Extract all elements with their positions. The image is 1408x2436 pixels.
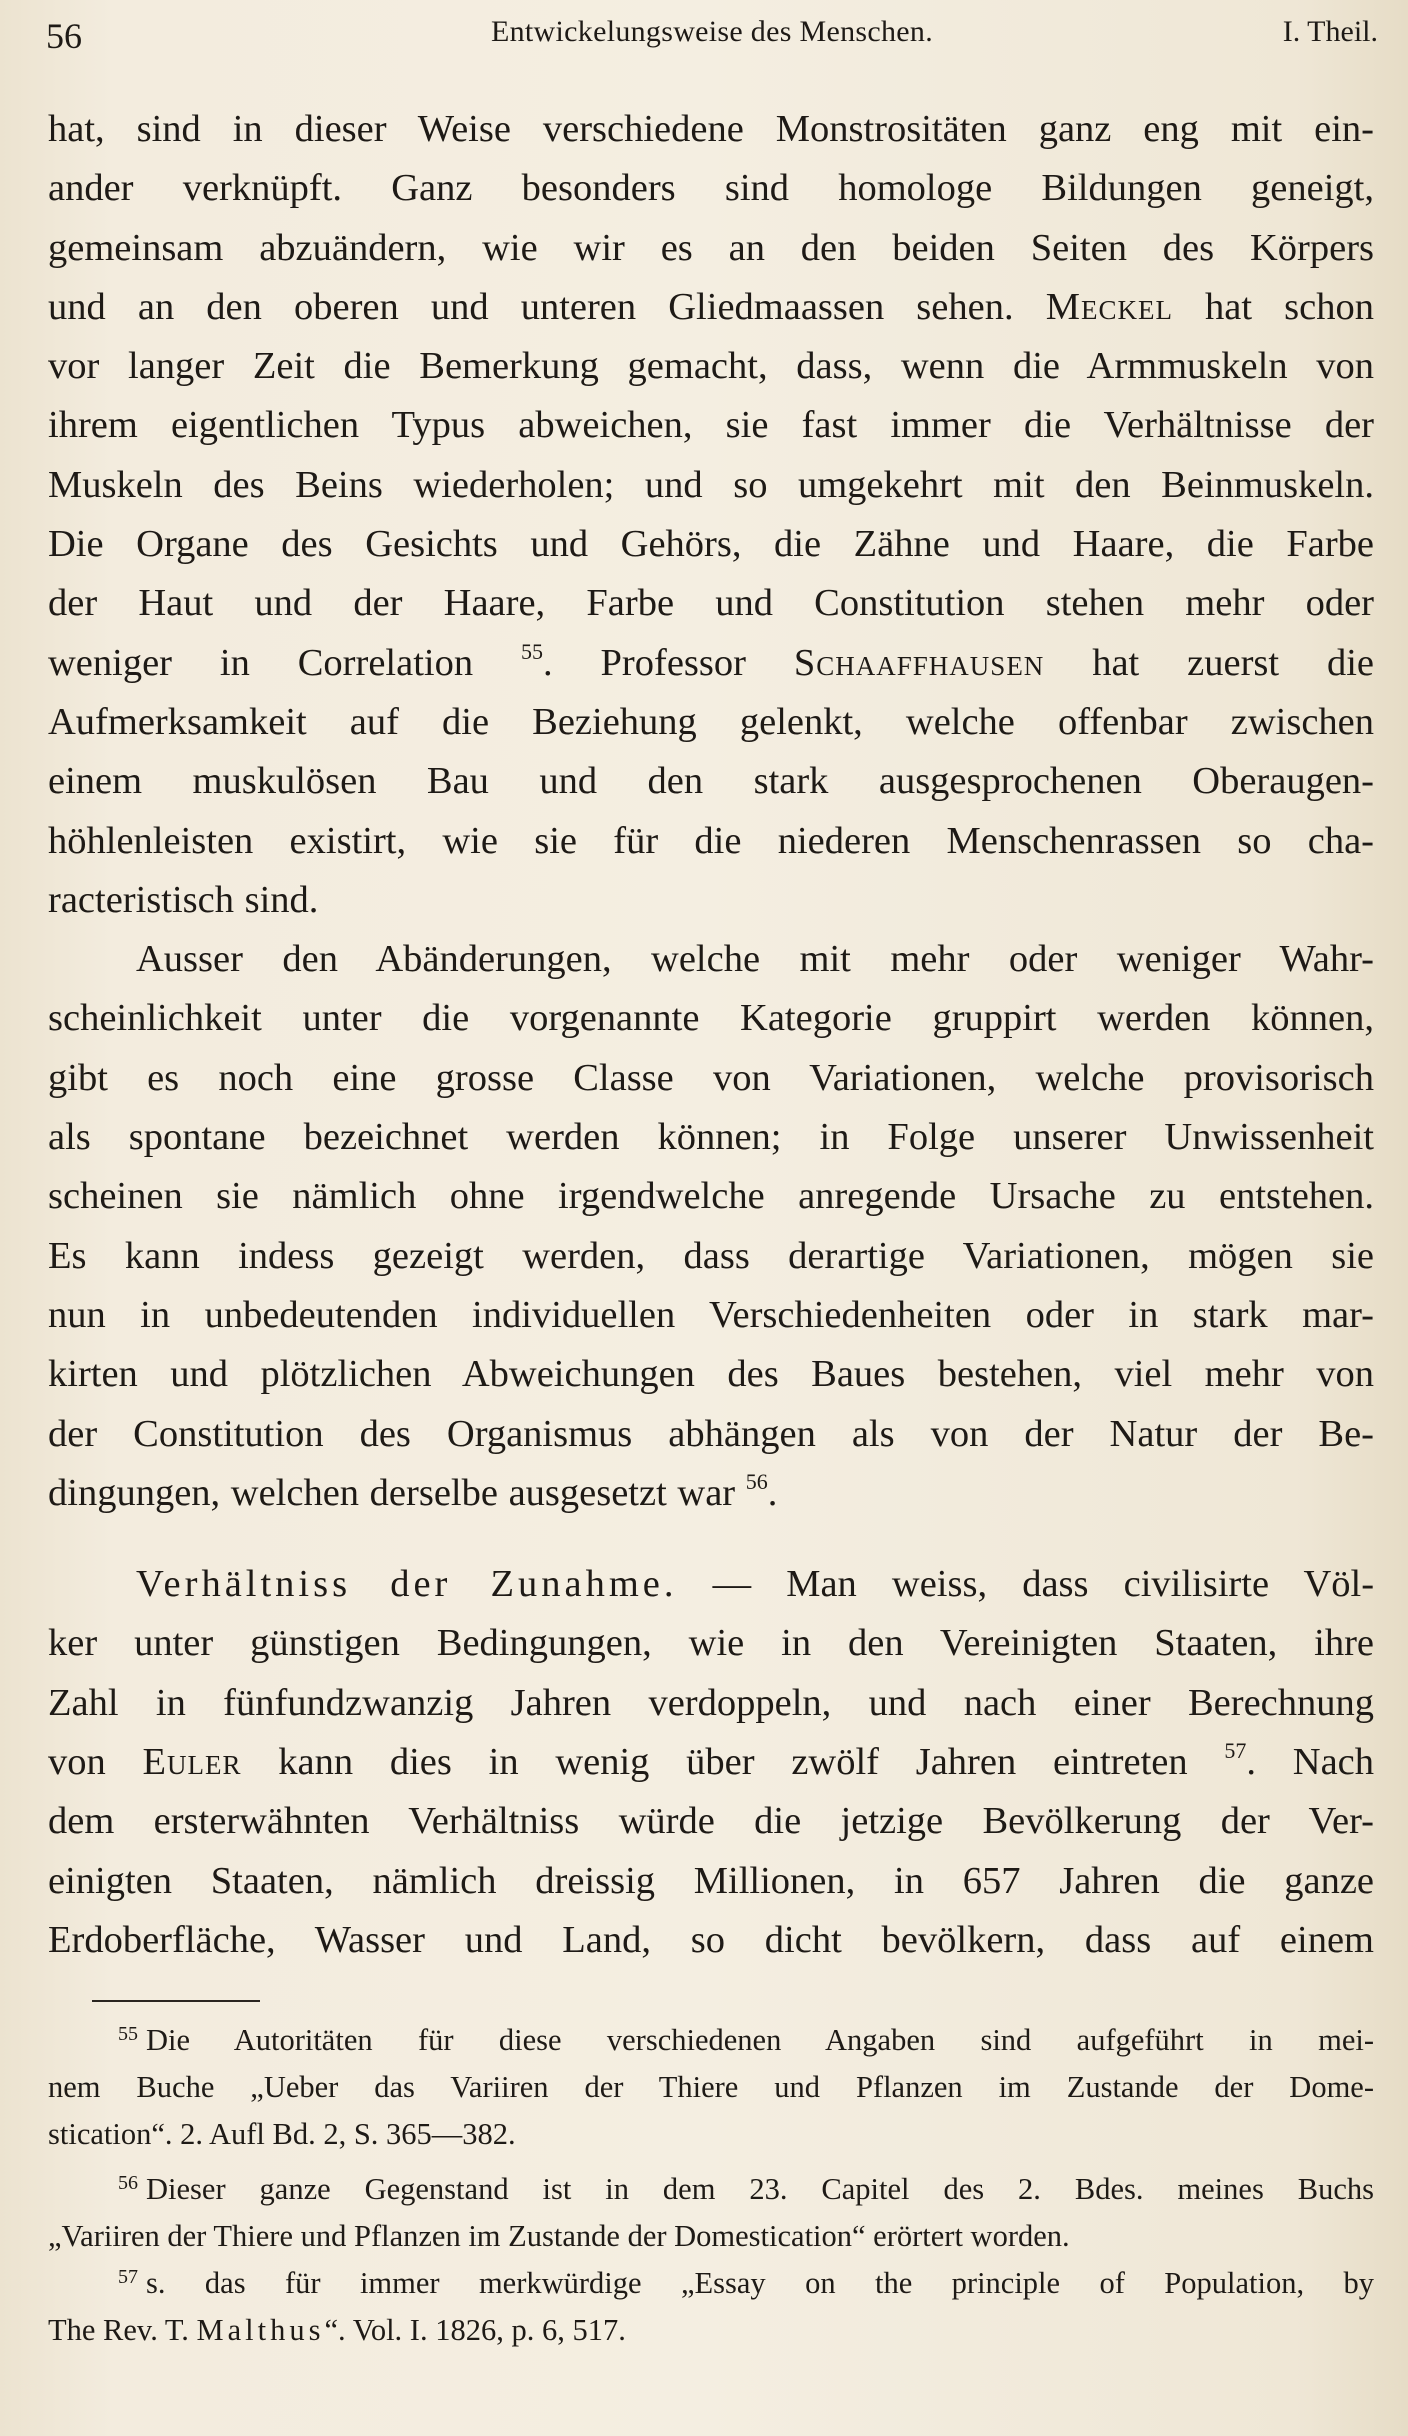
footnote-number: 55: [118, 2023, 138, 2045]
footnote-line: The Rev. T. Malthus“. Vol. I. 1826, p. 6, 517.: [48, 2313, 626, 2347]
text-line: Die Organe des Gesichts und Gehörs, die Zähne und Haare, die Farbe: [48, 523, 1374, 566]
text-line: Aufmerksamkeit auf die Beziehung gelenkt, welche offenbar zwischen: [48, 700, 1374, 743]
text-line: racteristisch sind.: [48, 878, 319, 921]
footnote-line: nem Buche „Ueber das Variiren der Thiere und Pflanzen im Zustande der Dome-: [48, 2070, 1374, 2104]
text-line: ihrem eigentlichen Typus abweichen, sie fast immer die Verhältnisse der: [48, 404, 1374, 447]
text-line: dingungen, welchen derselbe ausgesetzt war $^{56}$.: [48, 1468, 778, 1514]
part-label: I. Theil.: [1282, 15, 1378, 48]
section-heading: Verhältniss der Zunahme.: [136, 1563, 678, 1606]
text-line: gibt es noch eine grosse Classe von Variationen, welche provisorisch: [48, 1056, 1374, 1099]
text-line: und an den oberen und unteren Gliedmaassen sehen. Meckel hat schon: [48, 285, 1375, 328]
footnote-ref-56: 56: [745, 1468, 768, 1494]
footnote-divider: [92, 2000, 260, 2002]
author-name-malthus: Malthus: [196, 2313, 325, 2347]
text-line: ker unter günstigen Bedingungen, wie in den Vereinigten Staaten, ihre: [48, 1622, 1374, 1665]
author-name-meckel: Meckel: [1045, 285, 1173, 328]
body-text: [48, 100, 1374, 1970]
paragraph-2: [48, 930, 1374, 1523]
footnote-number: 56: [118, 2172, 138, 2194]
text-line: Verhältniss der Zunahme. — Man weiss, dass civilisirte Völ-: [136, 1563, 1375, 1606]
text-line: als spontane bezeichnet werden können; in Folge unserer Unwissenheit: [48, 1116, 1374, 1159]
text-line: dem ersterwähnten Verhältniss würde die jetzige Bevölkerung der Ver-: [48, 1800, 1374, 1843]
text-line: gemeinsam abzuändern, wie wir es an den beiden Seiten des Körpers: [48, 226, 1374, 269]
author-name-schaaffhausen: Schaaffhausen: [793, 641, 1045, 684]
footnote-line: $^{57}$ s. das für immer merkwürdige „Essay on the principle of Population, by: [118, 2266, 1374, 2300]
footnote-number: 57: [118, 2266, 138, 2288]
text-line: kirten und plötzlichen Abweichungen des Baues bestehen, viel mehr von: [48, 1353, 1374, 1396]
text-line: einem muskulösen Bau und den stark ausgesprochenen Oberaugen-: [48, 760, 1374, 803]
text-line: Muskeln des Beins wiederholen; und so umgekehrt mit den Beinmuskeln.: [48, 463, 1374, 506]
footnote-line: stication“. 2. Aufl Bd. 2, S. 365—382.: [48, 2117, 516, 2151]
text-line: Es kann indess gezeigt werden, dass derartige Variationen, mögen sie: [48, 1234, 1374, 1277]
text-line: der Haut und der Haare, Farbe und Constitution stehen mehr oder: [48, 582, 1374, 625]
running-title: Entwickelungsweise des Menschen.: [491, 15, 933, 48]
footnote-ref-55: 55: [521, 638, 543, 664]
footnote-55: [48, 2017, 1374, 2158]
paragraph-gap: [48, 1523, 1374, 1555]
footnote-gap: [48, 2158, 1374, 2166]
text-line: einigten Staaten, nämlich dreissig Millionen, in 657 Jahren die ganze: [48, 1859, 1374, 1902]
text-line: der Constitution des Organismus abhängen als von der Natur der Be-: [48, 1412, 1374, 1455]
text-line: hat, sind in dieser Weise verschiedene Monstrositäten ganz eng mit ein-: [48, 108, 1374, 150]
text-line: Erdoberfläche, Wasser und Land, so dicht bevölkern, dass auf einem: [48, 1918, 1374, 1961]
text-line: vor langer Zeit die Bemerkung gemacht, dass, wenn die Armmuskeln von: [48, 345, 1374, 388]
running-head: [46, 6, 1378, 58]
text-line: ander verknüpft. Ganz besonders sind homologe Bildungen geneigt,: [48, 167, 1374, 210]
text-line: scheinen sie nämlich ohne irgendwelche anregende Ursache zu entstehen.: [48, 1175, 1374, 1218]
text-line: Zahl in fünfundzwanzig Jahren verdoppeln, und nach einer Berechnung: [48, 1681, 1374, 1724]
footnote-line: $^{55}$ Die Autoritäten für diese verschiedenen Angaben sind aufgeführt in mei-: [118, 2023, 1374, 2057]
text-line: höhlenleisten existirt, wie sie für die niederen Menschenrassen so cha-: [48, 819, 1374, 862]
text-line: weniger in Correlation $^{55}$. Professor Schaaffhausen hat zuerst die: [48, 638, 1375, 684]
text-line: scheinlichkeit unter die vorgenannte Kategorie gruppirt werden können,: [48, 997, 1374, 1040]
footnote-line: „Variiren der Thiere und Pflanzen im Zustande der Domestication“ erörtert worden.: [48, 2219, 1070, 2253]
paragraph-1: [48, 100, 1374, 930]
page-number: 56: [46, 16, 82, 56]
footnote-56: [48, 2166, 1374, 2260]
text-line: Ausser den Abänderungen, welche mit mehr oder weniger Wahr-: [136, 938, 1374, 981]
text-line: von Euler kann dies in wenig über zwölf Jahren eintreten $^{57}$. Nach: [48, 1738, 1374, 1784]
footnote-57: [48, 2260, 1374, 2354]
footnotes: [48, 2017, 1374, 2354]
footnote-line: $^{56}$ Dieser ganze Gegenstand ist in dem 23. Capitel des 2. Bdes. meines Buchs: [118, 2172, 1374, 2206]
footnote-ref-57: 57: [1224, 1738, 1247, 1764]
text-line: nun in unbedeutenden individuellen Verschiedenheiten oder in stark mar-: [48, 1293, 1374, 1336]
paragraph-3: [48, 1555, 1374, 1970]
author-name-euler: Euler: [142, 1741, 242, 1784]
